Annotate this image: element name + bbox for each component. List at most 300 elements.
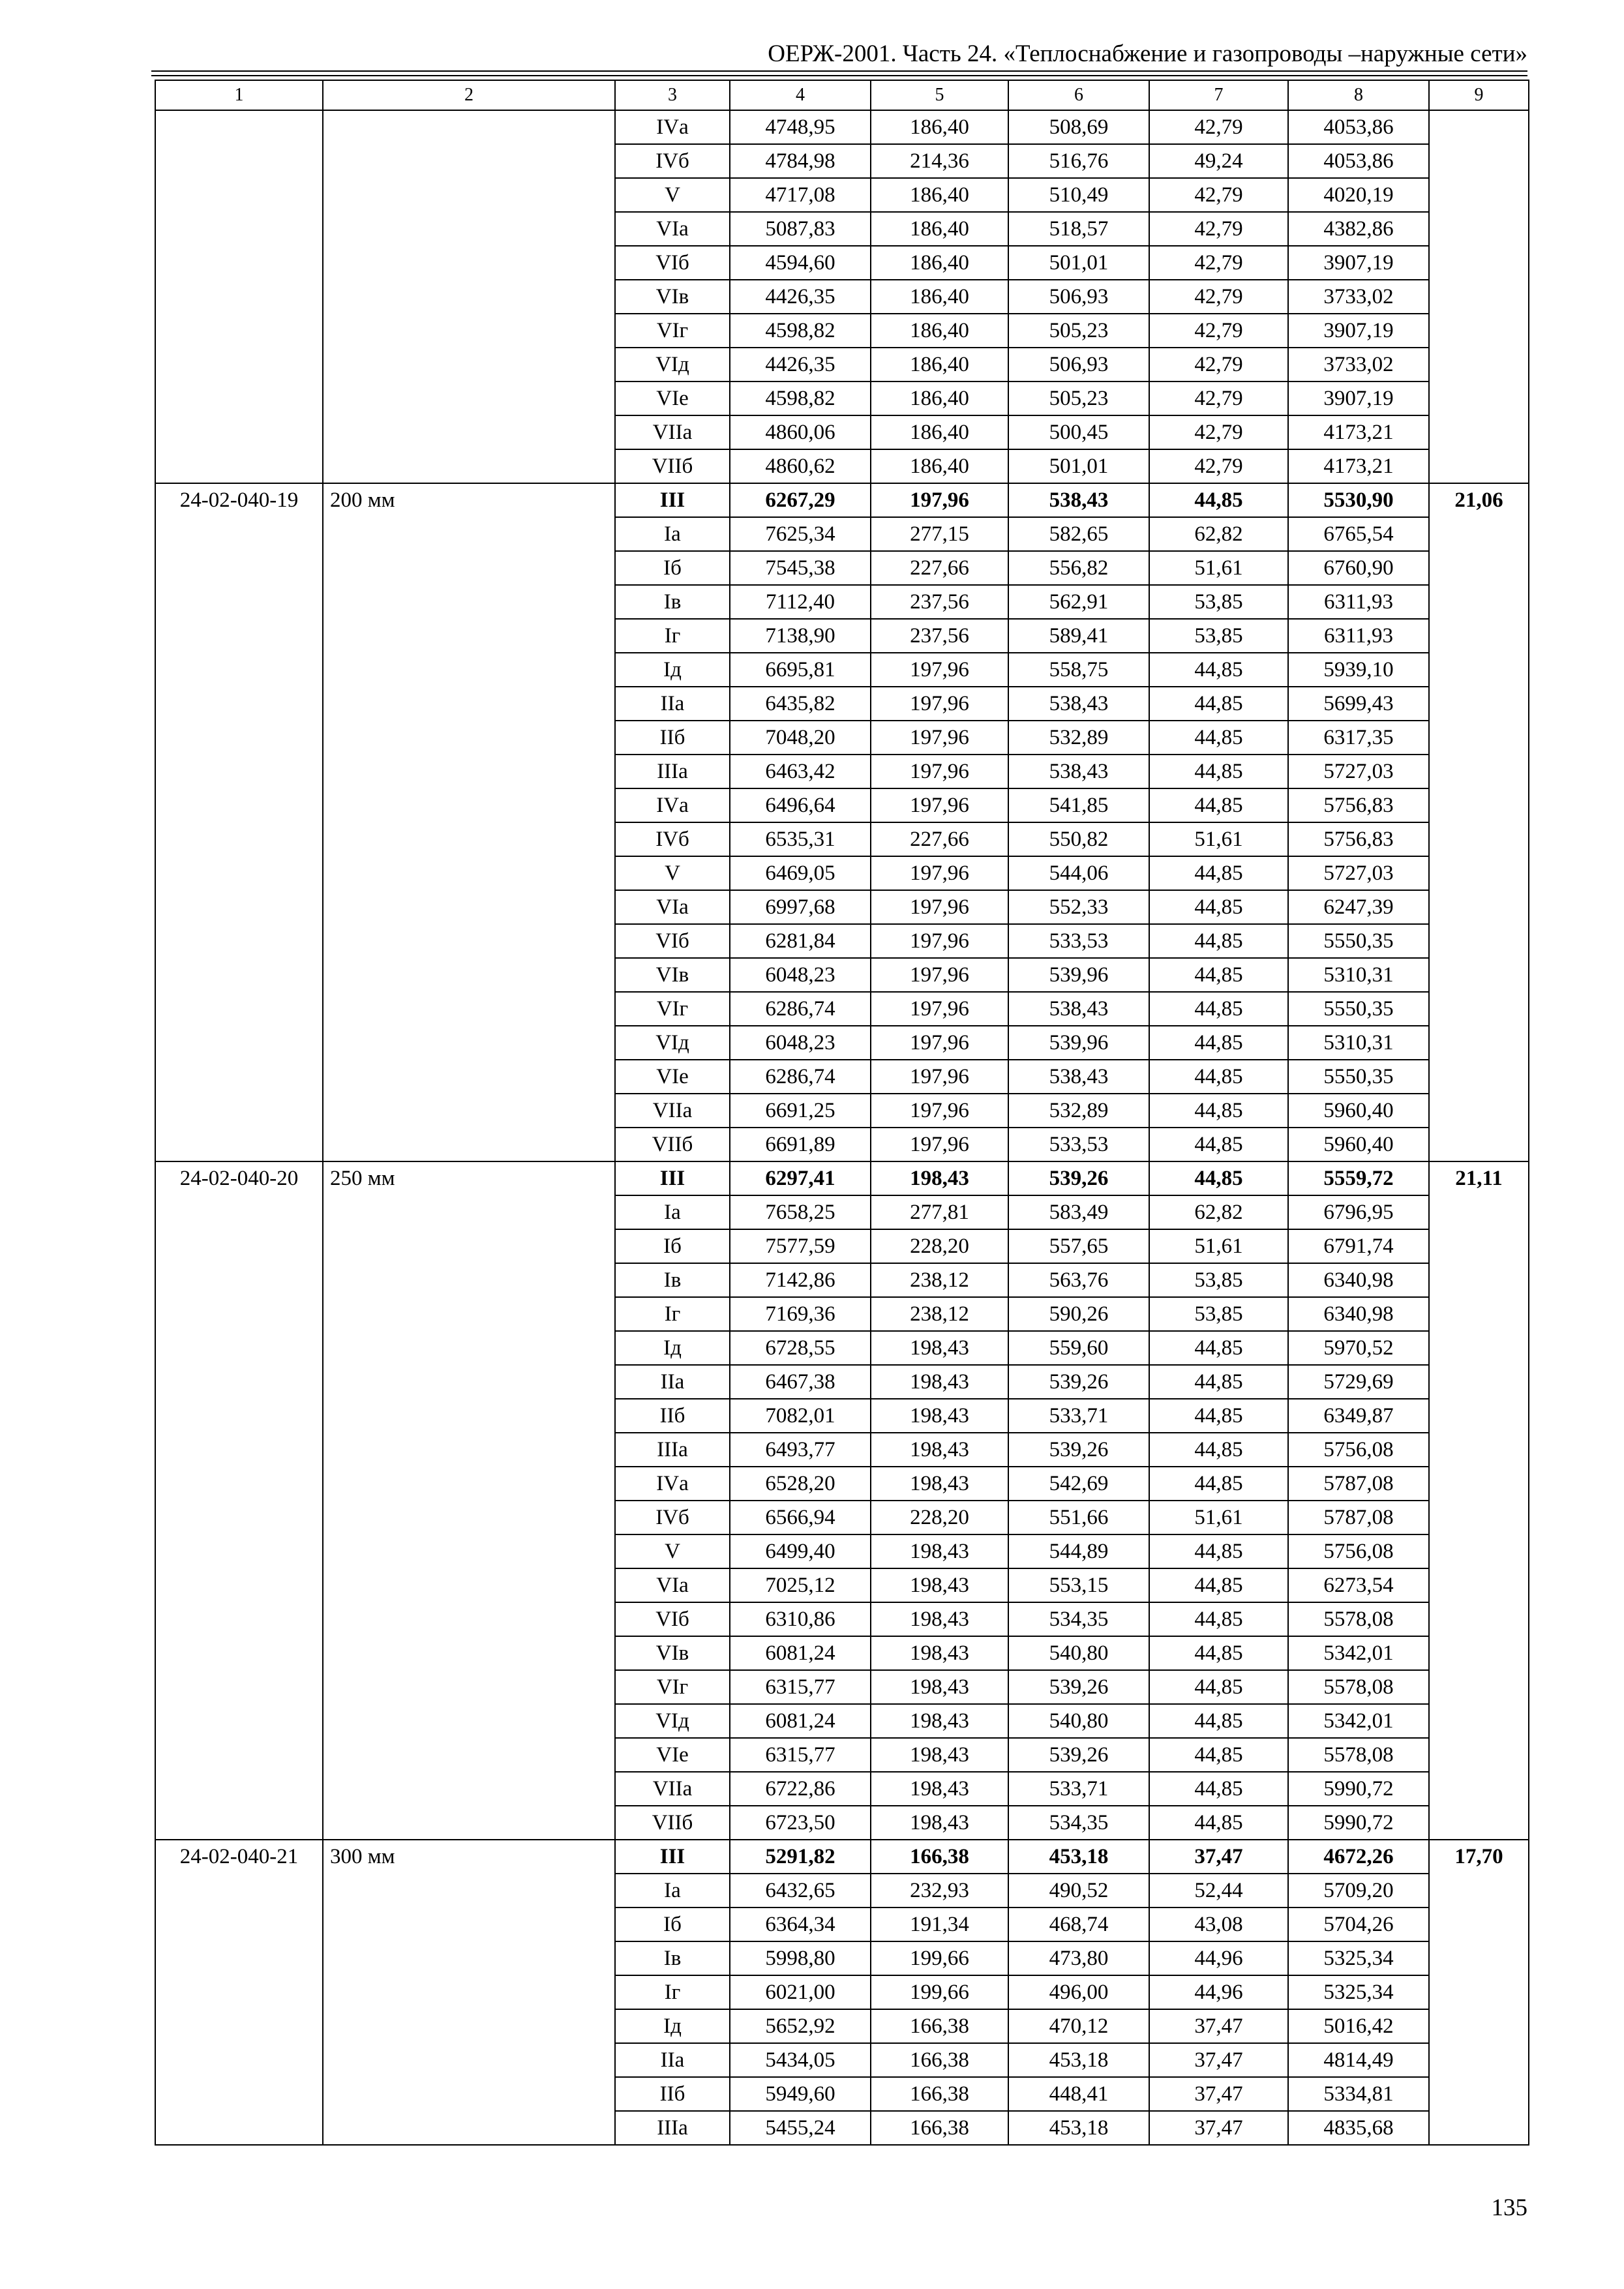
operator-wages-cell: 53,85 — [1149, 1263, 1288, 1297]
operator-wages-cell: 51,61 — [1149, 822, 1288, 856]
column-number: 3 — [615, 80, 730, 110]
materials-cell: 6317,35 — [1288, 721, 1429, 755]
total-cost-cell: 6281,84 — [730, 924, 871, 958]
machines-cell: 538,43 — [1008, 687, 1149, 721]
materials-cell: 5727,03 — [1288, 755, 1429, 788]
total-cost-cell: 4598,82 — [730, 314, 871, 348]
materials-cell: 5756,08 — [1288, 1433, 1429, 1467]
total-cost-cell: 6048,23 — [730, 958, 871, 992]
region-cell: VIе — [615, 1060, 730, 1094]
materials-cell: 6311,93 — [1288, 585, 1429, 619]
materials-cell: 4020,19 — [1288, 178, 1429, 212]
wages-cell: 199,66 — [871, 1975, 1008, 2009]
wages-cell: 198,43 — [871, 1331, 1008, 1365]
machines-cell: 583,49 — [1008, 1195, 1149, 1229]
wages-cell: 186,40 — [871, 415, 1008, 449]
machines-cell: 534,35 — [1008, 1806, 1149, 1840]
operator-wages-cell: 44,85 — [1149, 924, 1288, 958]
total-cost-cell: 4860,62 — [730, 449, 871, 483]
materials-cell: 3733,02 — [1288, 348, 1429, 382]
region-cell: Iв — [615, 1941, 730, 1975]
materials-cell: 3907,19 — [1288, 246, 1429, 280]
wages-cell: 277,15 — [871, 517, 1008, 551]
region-cell: VIв — [615, 958, 730, 992]
total-cost-cell: 6723,50 — [730, 1806, 871, 1840]
pipe-diameter-cell: 200 мм — [323, 483, 615, 1161]
total-cost-cell: 7025,12 — [730, 1568, 871, 1602]
wages-cell: 166,38 — [871, 2009, 1008, 2043]
column-number-row — [155, 80, 1529, 110]
region-cell: VIIб — [615, 449, 730, 483]
operator-wages-cell: 44,85 — [1149, 856, 1288, 890]
total-cost-cell: 6021,00 — [730, 1975, 871, 2009]
wages-cell: 197,96 — [871, 687, 1008, 721]
total-cost-cell: 6695,81 — [730, 653, 871, 687]
region-cell: VIа — [615, 212, 730, 246]
operator-wages-cell: 62,82 — [1149, 517, 1288, 551]
region-cell: III — [615, 1840, 730, 1874]
total-cost-cell: 7169,36 — [730, 1297, 871, 1331]
pipe-diameter-cell: 300 мм — [323, 1840, 615, 2145]
materials-cell: 6765,54 — [1288, 517, 1429, 551]
materials-cell: 5990,72 — [1288, 1806, 1429, 1840]
total-cost-cell: 5998,80 — [730, 1941, 871, 1975]
operator-wages-cell: 42,79 — [1149, 382, 1288, 415]
materials-cell: 4053,86 — [1288, 110, 1429, 144]
materials-cell: 6247,39 — [1288, 890, 1429, 924]
machines-cell: 506,93 — [1008, 348, 1149, 382]
machines-cell: 541,85 — [1008, 788, 1149, 822]
machines-cell: 496,00 — [1008, 1975, 1149, 2009]
total-cost-cell: 4748,95 — [730, 110, 871, 144]
materials-cell: 5016,42 — [1288, 2009, 1429, 2043]
machines-cell: 490,52 — [1008, 1874, 1149, 1908]
materials-cell: 5787,08 — [1288, 1467, 1429, 1501]
region-cell: Iб — [615, 1908, 730, 1941]
total-cost-cell: 6691,25 — [730, 1094, 871, 1128]
total-cost-cell: 6310,86 — [730, 1602, 871, 1636]
wages-cell: 197,96 — [871, 653, 1008, 687]
column-number: 9 — [1429, 80, 1529, 110]
materials-cell: 4053,86 — [1288, 144, 1429, 178]
region-cell: IIIа — [615, 755, 730, 788]
total-cost-cell: 7142,86 — [730, 1263, 871, 1297]
region-cell: V — [615, 856, 730, 890]
wages-cell: 198,43 — [871, 1704, 1008, 1738]
total-cost-cell: 7048,20 — [730, 721, 871, 755]
region-cell: Iв — [615, 585, 730, 619]
materials-cell: 5727,03 — [1288, 856, 1429, 890]
wages-cell: 198,43 — [871, 1772, 1008, 1806]
total-cost-cell: 5087,83 — [730, 212, 871, 246]
materials-cell: 4173,21 — [1288, 449, 1429, 483]
operator-wages-cell: 51,61 — [1149, 1501, 1288, 1534]
operator-wages-cell: 44,85 — [1149, 1399, 1288, 1433]
total-cost-cell: 5455,24 — [730, 2111, 871, 2145]
machines-cell: 540,80 — [1008, 1704, 1149, 1738]
region-cell: IIа — [615, 1365, 730, 1399]
materials-cell: 5325,34 — [1288, 1975, 1429, 2009]
wages-cell: 198,43 — [871, 1399, 1008, 1433]
region-cell: IVа — [615, 1467, 730, 1501]
labor-cost-cell: 17,70 — [1429, 1840, 1529, 2145]
machines-cell: 542,69 — [1008, 1467, 1149, 1501]
materials-cell: 5756,08 — [1288, 1534, 1429, 1568]
operator-wages-cell: 44,85 — [1149, 1433, 1288, 1467]
materials-cell: 5756,83 — [1288, 788, 1429, 822]
operator-wages-cell: 44,85 — [1149, 890, 1288, 924]
materials-cell: 5310,31 — [1288, 1026, 1429, 1060]
machines-cell: 468,74 — [1008, 1908, 1149, 1941]
operator-wages-cell: 42,79 — [1149, 348, 1288, 382]
total-cost-cell: 6286,74 — [730, 1060, 871, 1094]
operator-wages-cell: 37,47 — [1149, 2077, 1288, 2111]
region-cell: VIд — [615, 1704, 730, 1738]
labor-cost-cell — [1429, 110, 1529, 483]
region-cell: IVа — [615, 788, 730, 822]
machines-cell: 470,12 — [1008, 2009, 1149, 2043]
materials-cell: 5334,81 — [1288, 2077, 1429, 2111]
region-cell: IVб — [615, 822, 730, 856]
total-cost-cell: 7625,34 — [730, 517, 871, 551]
wages-cell: 228,20 — [871, 1501, 1008, 1534]
wages-cell: 186,40 — [871, 110, 1008, 144]
total-cost-cell: 6566,94 — [730, 1501, 871, 1534]
machines-cell: 538,43 — [1008, 992, 1149, 1026]
machines-cell: 538,43 — [1008, 1060, 1149, 1094]
total-cost-cell: 4426,35 — [730, 280, 871, 314]
operator-wages-cell: 44,85 — [1149, 992, 1288, 1026]
machines-cell: 505,23 — [1008, 382, 1149, 415]
operator-wages-cell: 44,85 — [1149, 1738, 1288, 1772]
materials-cell: 5960,40 — [1288, 1128, 1429, 1161]
total-cost-cell: 6496,64 — [730, 788, 871, 822]
machines-cell: 539,96 — [1008, 1026, 1149, 1060]
operator-wages-cell: 44,85 — [1149, 687, 1288, 721]
materials-cell: 5550,35 — [1288, 1060, 1429, 1094]
operator-wages-cell: 42,79 — [1149, 212, 1288, 246]
operator-wages-cell: 44,85 — [1149, 1670, 1288, 1704]
wages-cell: 186,40 — [871, 449, 1008, 483]
wages-cell: 166,38 — [871, 2043, 1008, 2077]
total-cost-cell: 7138,90 — [730, 619, 871, 653]
header-rule — [151, 70, 1527, 72]
region-cell: VIб — [615, 246, 730, 280]
region-cell: Iг — [615, 1297, 730, 1331]
materials-cell: 5530,90 — [1288, 483, 1429, 517]
wages-cell: 197,96 — [871, 1128, 1008, 1161]
materials-cell: 5699,43 — [1288, 687, 1429, 721]
machines-cell: 553,15 — [1008, 1568, 1149, 1602]
wages-cell: 166,38 — [871, 1840, 1008, 1874]
region-cell: VIв — [615, 280, 730, 314]
operator-wages-cell: 44,85 — [1149, 755, 1288, 788]
region-cell: Iд — [615, 1331, 730, 1365]
machines-cell: 539,26 — [1008, 1433, 1149, 1467]
wages-cell: 186,40 — [871, 178, 1008, 212]
machines-cell: 453,18 — [1008, 2043, 1149, 2077]
wages-cell: 232,93 — [871, 1874, 1008, 1908]
wages-cell: 197,96 — [871, 1026, 1008, 1060]
materials-cell: 5342,01 — [1288, 1704, 1429, 1738]
wages-cell: 214,36 — [871, 144, 1008, 178]
column-number: 2 — [323, 80, 615, 110]
total-cost-cell: 5652,92 — [730, 2009, 871, 2043]
operator-wages-cell: 44,85 — [1149, 1060, 1288, 1094]
wages-cell: 227,66 — [871, 551, 1008, 585]
wages-cell: 186,40 — [871, 212, 1008, 246]
rate-code-cell — [155, 110, 323, 483]
materials-cell: 5990,72 — [1288, 1772, 1429, 1806]
wages-cell: 197,96 — [871, 755, 1008, 788]
total-cost-cell: 6432,65 — [730, 1874, 871, 1908]
total-cost-cell: 6315,77 — [730, 1670, 871, 1704]
wages-cell: 166,38 — [871, 2111, 1008, 2145]
machines-cell: 505,23 — [1008, 314, 1149, 348]
region-cell: IIIа — [615, 1433, 730, 1467]
machines-cell: 501,01 — [1008, 246, 1149, 280]
wages-cell: 198,43 — [871, 1365, 1008, 1399]
machines-cell: 589,41 — [1008, 619, 1149, 653]
region-cell: VIе — [615, 382, 730, 415]
column-number: 5 — [871, 80, 1008, 110]
machines-cell: 501,01 — [1008, 449, 1149, 483]
total-cost-cell: 4717,08 — [730, 178, 871, 212]
materials-cell: 5559,72 — [1288, 1161, 1429, 1195]
region-cell: VIб — [615, 1602, 730, 1636]
machines-cell: 557,65 — [1008, 1229, 1149, 1263]
materials-cell: 5970,52 — [1288, 1331, 1429, 1365]
wages-cell: 197,96 — [871, 1060, 1008, 1094]
table-row — [155, 1840, 1529, 1874]
region-cell: Iг — [615, 1975, 730, 2009]
machines-cell: 540,80 — [1008, 1636, 1149, 1670]
region-cell: V — [615, 1534, 730, 1568]
wages-cell: 228,20 — [871, 1229, 1008, 1263]
total-cost-cell: 6435,82 — [730, 687, 871, 721]
operator-wages-cell: 44,85 — [1149, 721, 1288, 755]
operator-wages-cell: 44,85 — [1149, 1534, 1288, 1568]
machines-cell: 518,57 — [1008, 212, 1149, 246]
region-cell: VIб — [615, 924, 730, 958]
region-cell: VIIб — [615, 1806, 730, 1840]
operator-wages-cell: 42,79 — [1149, 178, 1288, 212]
operator-wages-cell: 51,61 — [1149, 1229, 1288, 1263]
region-cell: Iа — [615, 517, 730, 551]
total-cost-cell: 4784,98 — [730, 144, 871, 178]
region-cell: IIIа — [615, 2111, 730, 2145]
column-number: 4 — [730, 80, 871, 110]
total-cost-cell: 4426,35 — [730, 348, 871, 382]
machines-cell: 539,26 — [1008, 1365, 1149, 1399]
machines-cell: 544,89 — [1008, 1534, 1149, 1568]
materials-cell: 5939,10 — [1288, 653, 1429, 687]
region-cell: III — [615, 1161, 730, 1195]
machines-cell: 500,45 — [1008, 415, 1149, 449]
wages-cell: 238,12 — [871, 1297, 1008, 1331]
operator-wages-cell: 44,85 — [1149, 1161, 1288, 1195]
operator-wages-cell: 37,47 — [1149, 2009, 1288, 2043]
rate-code-cell: 24-02-040-19 — [155, 483, 323, 1161]
materials-cell: 5578,08 — [1288, 1602, 1429, 1636]
region-cell: Iа — [615, 1195, 730, 1229]
region-cell: VIд — [615, 348, 730, 382]
machines-cell: 552,33 — [1008, 890, 1149, 924]
machines-cell: 453,18 — [1008, 2111, 1149, 2145]
operator-wages-cell: 44,85 — [1149, 788, 1288, 822]
total-cost-cell: 4594,60 — [730, 246, 871, 280]
total-cost-cell: 6081,24 — [730, 1636, 871, 1670]
header-rule — [151, 75, 1527, 76]
machines-cell: 539,26 — [1008, 1670, 1149, 1704]
materials-cell: 5550,35 — [1288, 924, 1429, 958]
operator-wages-cell: 42,79 — [1149, 280, 1288, 314]
region-cell: IVб — [615, 1501, 730, 1534]
operator-wages-cell: 44,85 — [1149, 1365, 1288, 1399]
operator-wages-cell: 42,79 — [1149, 110, 1288, 144]
region-cell: VIд — [615, 1026, 730, 1060]
operator-wages-cell: 44,85 — [1149, 958, 1288, 992]
total-cost-cell: 6364,34 — [730, 1908, 871, 1941]
wages-cell: 198,43 — [871, 1602, 1008, 1636]
total-cost-cell: 6048,23 — [730, 1026, 871, 1060]
machines-cell: 448,41 — [1008, 2077, 1149, 2111]
total-cost-cell: 4598,82 — [730, 382, 871, 415]
column-number: 7 — [1149, 80, 1288, 110]
machines-cell: 539,26 — [1008, 1738, 1149, 1772]
column-number: 1 — [155, 80, 323, 110]
price-table — [155, 80, 1529, 2146]
materials-cell: 6340,98 — [1288, 1297, 1429, 1331]
operator-wages-cell: 44,85 — [1149, 1094, 1288, 1128]
region-cell: Iб — [615, 551, 730, 585]
region-cell: V — [615, 178, 730, 212]
materials-cell: 4814,49 — [1288, 2043, 1429, 2077]
wages-cell: 197,96 — [871, 958, 1008, 992]
region-cell: Iг — [615, 619, 730, 653]
page-header — [151, 38, 1527, 70]
wages-cell: 199,66 — [871, 1941, 1008, 1975]
materials-cell: 5578,08 — [1288, 1738, 1429, 1772]
total-cost-cell: 5949,60 — [730, 2077, 871, 2111]
materials-cell: 6311,93 — [1288, 619, 1429, 653]
materials-cell: 5578,08 — [1288, 1670, 1429, 1704]
pipe-diameter-cell — [323, 110, 615, 483]
wages-cell: 186,40 — [871, 280, 1008, 314]
operator-wages-cell: 53,85 — [1149, 619, 1288, 653]
materials-cell: 4382,86 — [1288, 212, 1429, 246]
machines-cell: 550,82 — [1008, 822, 1149, 856]
operator-wages-cell: 42,79 — [1149, 246, 1288, 280]
machines-cell: 473,80 — [1008, 1941, 1149, 1975]
region-cell: Iб — [615, 1229, 730, 1263]
machines-cell: 533,53 — [1008, 1128, 1149, 1161]
operator-wages-cell: 44,85 — [1149, 1026, 1288, 1060]
materials-cell: 6349,87 — [1288, 1399, 1429, 1433]
materials-cell: 6273,54 — [1288, 1568, 1429, 1602]
total-cost-cell: 7658,25 — [730, 1195, 871, 1229]
wages-cell: 197,96 — [871, 856, 1008, 890]
machines-cell: 453,18 — [1008, 1840, 1149, 1874]
machines-cell: 551,66 — [1008, 1501, 1149, 1534]
total-cost-cell: 5434,05 — [730, 2043, 871, 2077]
materials-cell: 5960,40 — [1288, 1094, 1429, 1128]
wages-cell: 198,43 — [871, 1670, 1008, 1704]
wages-cell: 166,38 — [871, 2077, 1008, 2111]
operator-wages-cell: 42,79 — [1149, 314, 1288, 348]
wages-cell: 198,43 — [871, 1636, 1008, 1670]
materials-cell: 5342,01 — [1288, 1636, 1429, 1670]
operator-wages-cell: 43,08 — [1149, 1908, 1288, 1941]
operator-wages-cell: 44,85 — [1149, 1806, 1288, 1840]
region-cell: VIа — [615, 1568, 730, 1602]
total-cost-cell: 6286,74 — [730, 992, 871, 1026]
operator-wages-cell: 44,85 — [1149, 1704, 1288, 1738]
operator-wages-cell: 37,47 — [1149, 1840, 1288, 1874]
region-cell: Iд — [615, 2009, 730, 2043]
operator-wages-cell: 44,85 — [1149, 1331, 1288, 1365]
wages-cell: 197,96 — [871, 721, 1008, 755]
region-cell: IIа — [615, 2043, 730, 2077]
materials-cell: 5325,34 — [1288, 1941, 1429, 1975]
operator-wages-cell: 44,85 — [1149, 1467, 1288, 1501]
machines-cell: 538,43 — [1008, 755, 1149, 788]
total-cost-cell: 4860,06 — [730, 415, 871, 449]
materials-cell: 5550,35 — [1288, 992, 1429, 1026]
machines-cell: 539,96 — [1008, 958, 1149, 992]
total-cost-cell: 6528,20 — [730, 1467, 871, 1501]
wages-cell: 186,40 — [871, 314, 1008, 348]
operator-wages-cell: 44,85 — [1149, 1568, 1288, 1602]
machines-cell: 563,76 — [1008, 1263, 1149, 1297]
machines-cell: 539,26 — [1008, 1161, 1149, 1195]
region-cell: Iв — [615, 1263, 730, 1297]
total-cost-cell: 6467,38 — [730, 1365, 871, 1399]
materials-cell: 4672,26 — [1288, 1840, 1429, 1874]
total-cost-cell: 6493,77 — [730, 1433, 871, 1467]
wages-cell: 191,34 — [871, 1908, 1008, 1941]
materials-cell: 5729,69 — [1288, 1365, 1429, 1399]
region-cell: IVа — [615, 110, 730, 144]
total-cost-cell: 6499,40 — [730, 1534, 871, 1568]
region-cell: VIIа — [615, 1772, 730, 1806]
machines-cell: 506,93 — [1008, 280, 1149, 314]
wages-cell: 186,40 — [871, 246, 1008, 280]
operator-wages-cell: 42,79 — [1149, 449, 1288, 483]
operator-wages-cell: 49,24 — [1149, 144, 1288, 178]
total-cost-cell: 6081,24 — [730, 1704, 871, 1738]
total-cost-cell: 6297,41 — [730, 1161, 871, 1195]
materials-cell: 6791,74 — [1288, 1229, 1429, 1263]
total-cost-cell: 6469,05 — [730, 856, 871, 890]
wages-cell: 197,96 — [871, 483, 1008, 517]
region-cell: VIIб — [615, 1128, 730, 1161]
wages-cell: 198,43 — [871, 1161, 1008, 1195]
total-cost-cell: 6997,68 — [730, 890, 871, 924]
materials-cell: 3733,02 — [1288, 280, 1429, 314]
machines-cell: 582,65 — [1008, 517, 1149, 551]
wages-cell: 197,96 — [871, 924, 1008, 958]
machines-cell: 532,89 — [1008, 1094, 1149, 1128]
operator-wages-cell: 51,61 — [1149, 551, 1288, 585]
region-cell: IIб — [615, 2077, 730, 2111]
machines-cell: 533,53 — [1008, 924, 1149, 958]
wages-cell: 227,66 — [871, 822, 1008, 856]
wages-cell: 198,43 — [871, 1433, 1008, 1467]
materials-cell: 5787,08 — [1288, 1501, 1429, 1534]
wages-cell: 197,96 — [871, 890, 1008, 924]
materials-cell: 4835,68 — [1288, 2111, 1429, 2145]
